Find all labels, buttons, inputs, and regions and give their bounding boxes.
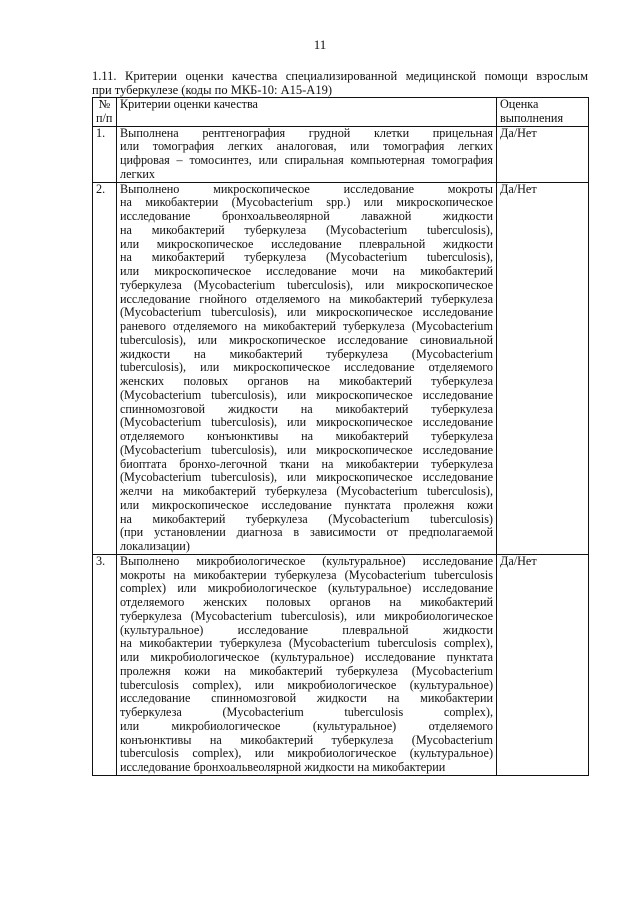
criterion-line: (Mycobacterium tuberculosis), или микроскопическое исследование (120, 470, 493, 485)
criterion-line: Выполнено микробиологическое (культуральное) исследование (120, 553, 493, 568)
row-number: 3. (93, 554, 117, 775)
criterion-line: исследование бронхоальвеолярной жидкости на микобактерии (120, 760, 446, 774)
criterion-line: цифровая – томосинтез, или спиральная компьютерная томография (120, 153, 493, 167)
section-title (92, 69, 588, 97)
table-row (93, 182, 589, 554)
criterion-line: отделяемого конъюнктивы на микобактерий туберкулеза (120, 429, 493, 443)
criterion-line: или микроскопическое исследование плевральной жидкости (120, 236, 493, 251)
criterion-line: жидкости на микобактерий туберкулеза (Mycobacterium (120, 346, 493, 361)
criterion-line: исследование спинномозговой жидкости на микобактерии (120, 691, 493, 706)
criterion-line: или микробиологическое (культуральное) исследование пунктата (120, 650, 493, 664)
header-score-line-1: Оценка (500, 97, 539, 111)
row-criterion (117, 126, 497, 182)
criteria-table (92, 97, 589, 776)
criterion-line: раневого отделяемого на микобактерий туберкулеза (Mycobacterium (120, 319, 493, 333)
criterion-line: или микроскопическое исследование мочи на микобактерий (120, 264, 493, 278)
criterion-line: конъюнктивы на микобактерий туберкулеза (Mycobacterium (120, 732, 493, 747)
criterion-line: или микроскопическое исследование пунктата пролежня кожи (120, 497, 493, 512)
row-score: Да/Нет (497, 182, 589, 554)
criterion-line: женских половых органов на микобактерий туберкулеза (120, 374, 493, 388)
criterion-line: tuberculosis complex), или микробиологическое (культуральное) (120, 677, 493, 692)
criterion-line: (Mycobacterium tuberculosis), или микроскопическое исследование (120, 305, 493, 320)
header-score-line-2: выполнения (500, 110, 564, 125)
header-criteria: Критерии оценки качества (117, 98, 497, 127)
criterion-line: или микробиологическое (культуральное) отделяемого (120, 718, 493, 733)
table-header-row (93, 98, 589, 127)
criterion-line: Выполнена рентгенография грудной клетки прицельная (120, 125, 493, 140)
criterion-line: исследование бронхоальвеолярной лаважной жидкости (120, 209, 493, 223)
criterion-line: спинномозговой жидкости на микобактерий туберкулеза (120, 401, 493, 416)
criterion-line: пролежня кожи на микобактерий туберкулеза (Mycobacterium (120, 663, 493, 678)
criterion-line: на микобактерий туберкулеза (Mycobacterium tuberculosis), (120, 250, 493, 265)
header-num-line-1: № (98, 97, 111, 111)
section-title-line-2: при туберкулезе (коды по МКБ-10: А15-А19) (92, 83, 332, 97)
row-score: Да/Нет (497, 554, 589, 775)
criterion-line: или томография легких аналоговая, или томография легких (120, 139, 493, 154)
header-num-line-2: п/п (96, 110, 113, 125)
criterion-line: (при установлении диагноза в зависимости от предполагаемой (120, 525, 493, 540)
table-row (93, 554, 589, 775)
page-number: 11 (313, 37, 327, 52)
criterion-line: биоптата бронхо-легочной ткани на микобактерии туберкулеза (120, 456, 493, 471)
criterion-line: мокроты на микобактерии туберкулеза (Mycobacterium tuberculosis (120, 567, 493, 582)
criterion-line: (Mycobacterium tuberculosis), или микроскопическое исследование (120, 442, 493, 457)
criterion-line: на микобактерий туберкулеза (Mycobacterium tuberculosis), (120, 222, 493, 237)
row-number: 2. (93, 182, 117, 554)
criterion-line: (Mycobacterium tuberculosis), или микроскопическое исследование (120, 387, 493, 402)
row-criterion (117, 182, 497, 554)
criterion-line: желчи на микобактерий туберкулеза (Mycobacterium tuberculosis), (120, 484, 493, 498)
table-row (93, 126, 589, 182)
row-criterion (117, 554, 497, 775)
criterion-line: на микобактерии туберкулеза (Mycobacterium tuberculosis complex), (120, 636, 493, 651)
header-num (93, 98, 117, 127)
section-title-line-1: 1.11. Критерии оценки качества специализированной медицинской помощи взрослым (92, 69, 588, 83)
criterion-line: Выполнено микроскопическое исследование мокроты (120, 181, 493, 196)
criterion-line: туберкулеза (Mycobacterium tuberculosis complex), (120, 705, 493, 719)
criterion-line: исследование гнойного отделяемого на микобактерий туберкулеза (120, 291, 493, 306)
criterion-line: complex) или микробиологическое (культуральное) исследование (120, 581, 493, 596)
criterion-line: (культуральное) исследование плевральной жидкости (120, 622, 493, 637)
criterion-line: легких (120, 166, 156, 181)
header-score (497, 98, 589, 127)
criterion-line: tuberculosis), или микроскопическое исследование отделяемого (120, 360, 493, 375)
criterion-line: локализации) (120, 539, 190, 553)
criterion-line: tuberculosis), или микроскопическое исследование синовиальной (120, 332, 493, 347)
row-number: 1. (93, 126, 117, 182)
criterion-line: на микобактерий туберкулеза (Mycobacterium tuberculosis) (120, 511, 493, 526)
criterion-line: (Mycobacterium tuberculosis), или микроскопическое исследование (120, 415, 493, 430)
criterion-line: туберкулеза (Mycobacterium tuberculosis), или микроскопическое (120, 277, 493, 292)
criterion-line: туберкулеза (Mycobacterium tuberculosis), или микробиологическое (120, 608, 493, 623)
row-score: Да/Нет (497, 126, 589, 182)
criterion-line: отделяемого женских половых органов на микобактерий (120, 595, 493, 609)
criterion-line: tuberculosis complex), или микробиологическое (культуральное) (120, 746, 493, 761)
criterion-line: на микобактерии (Mycobacterium spp.) или микроскопическое (120, 195, 493, 210)
